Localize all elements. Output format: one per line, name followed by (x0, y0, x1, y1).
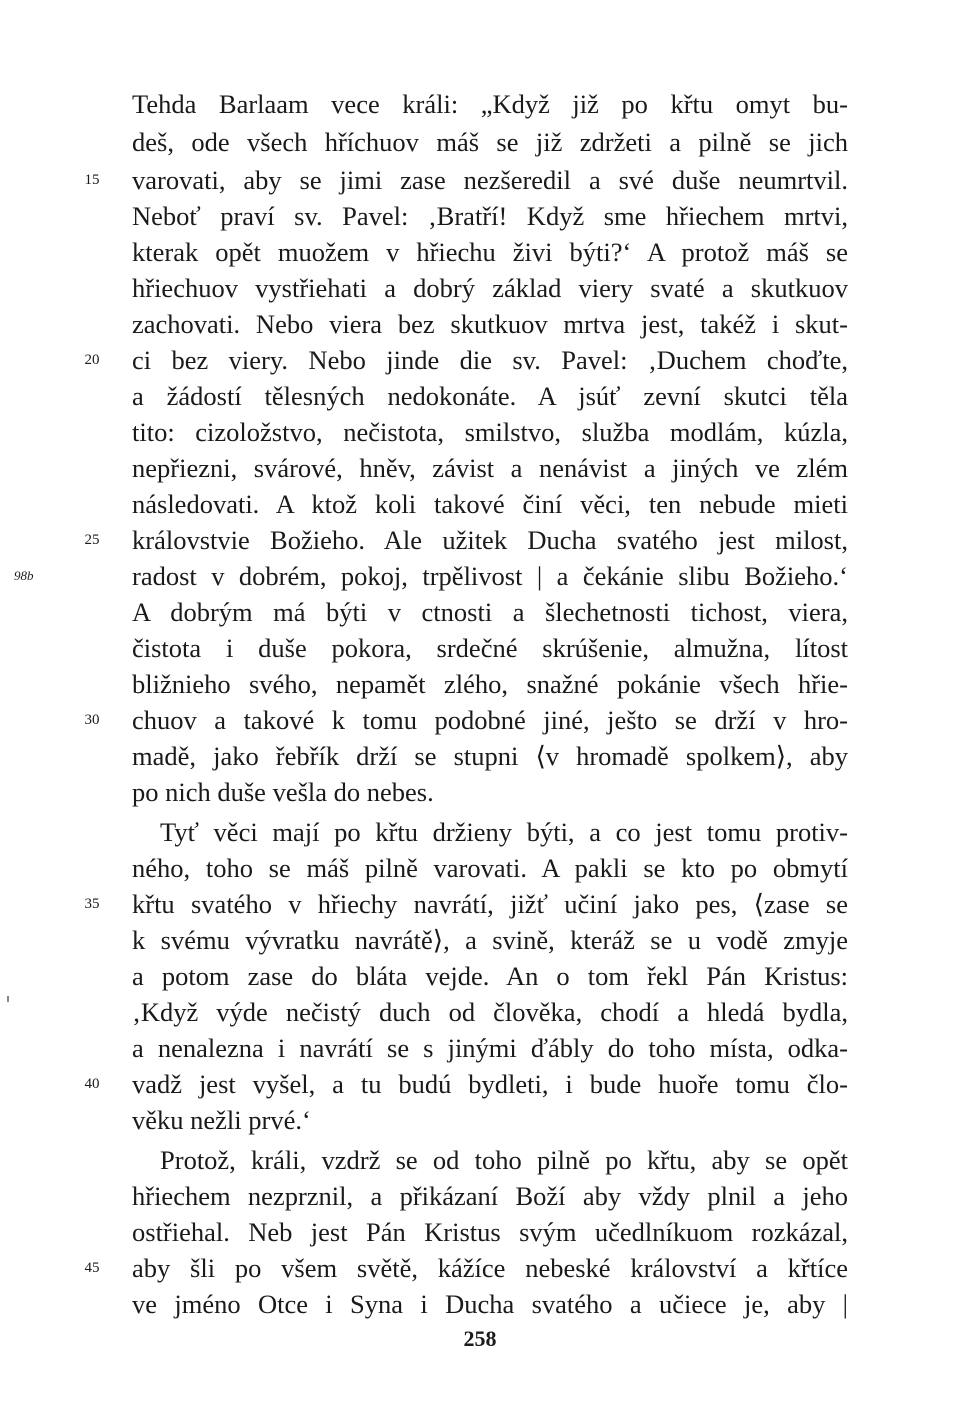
text-line: ve jméno Otce i Syna i Ducha svatého a učiece je, aby | (132, 1289, 848, 1319)
line-number: 40 (84, 1076, 100, 1092)
page-number: 258 (463, 1326, 497, 1351)
folio-marker: 98b (14, 568, 34, 583)
text-line: tito: cizoložstvo, nečistota, smilstvo, služba modlám, kúzla, (132, 417, 848, 447)
line-number: 45 (84, 1260, 100, 1276)
text-line: k svému vývratku navrátě⟩, a svině, kteráž se u vodě zmyje (132, 925, 848, 955)
text-line: vadž jest vyšel, a tu budú bydleti, i bude huoře tomu člo- (132, 1069, 848, 1099)
text-line: ‚Když výde nečistý duch od člověka, chodí a hledá bydla, (132, 997, 848, 1027)
text-line: Tyť věci mají po křtu držieny býti, a co jest tomu protiv- (160, 817, 848, 847)
text-line: hřiechem nezprznil, a přikázaní Boží aby vždy plnil a jeho (132, 1181, 848, 1211)
text-line: po nich duše vešla do nebes. (132, 777, 434, 807)
text-line: Tehda Barlaam vece králi: „Když již po křtu omyt bu- (132, 89, 848, 119)
text-line: deš, ode všech hříchuov máš se již zdržeti a pilně se jich (132, 127, 848, 157)
text-line: madě, jako řebřík drží se stupni ⟨v hromadě spolkem⟩, aby (132, 741, 848, 771)
text-line: radost v dobrém, pokoj, trpělivost | a čekánie slibu Božieho.‘ (132, 561, 848, 591)
line-number: 30 (84, 712, 100, 728)
text-line: následovati. A ktož koli takové činí věci, ten nebude mieti (132, 489, 848, 519)
text-line: ci bez viery. Nebo jinde die sv. Pavel: ‚Duchem choďte, (132, 345, 848, 375)
text-line: a nenalezna i navrátí se s jinými ďábly do toho místa, odka- (132, 1033, 848, 1063)
text-line: křtu svatého v hřiechy navrátí, jižť učiní jako pes, ⟨zase se (132, 889, 848, 919)
line-number: 35 (84, 896, 100, 912)
line-number: 15 (84, 172, 100, 188)
text-line: a potom zase do bláta vejde. An o tom řekl Pán Kristus: (132, 961, 848, 991)
text-line: A dobrým má býti v ctnosti a šlechetnosti tichost, viera, (132, 597, 848, 627)
line-number: 20 (84, 352, 100, 368)
text-line: čistota i duše pokora, srdečné skrúšenie, almužna, lítost (132, 633, 848, 663)
text-line: Neboť praví sv. Pavel: ‚Bratří! Když sme hřiechem mrtvi, (132, 201, 848, 231)
text-line: kterak opět muožem v hřiechu živi býti?‘ A protož máš se (132, 237, 848, 267)
text-line: ného, toho se máš pilně varovati. A pakli se kto po obmytí (132, 853, 848, 883)
text-line: Protož, králi, vzdrž se od toho pilně po křtu, aby se opět (160, 1145, 848, 1175)
text-line: nepřiezni, svárové, hněv, závist a nenávist a jiných ve zlém (132, 453, 848, 483)
text-line: bližnieho svého, nepamět zlého, snažné pokánie všech hřie- (132, 669, 848, 699)
text-line: ostřiehal. Neb jest Pán Kristus svým učedlníkuom rozkázal, (132, 1217, 848, 1247)
text-line: chuov a takové k tomu podobné jiné, ješto se drží v hro- (132, 705, 848, 735)
scan-speck (7, 996, 9, 1002)
text-line: zachovati. Nebo viera bez skutkuov mrtva jest, takéž i skut- (132, 309, 848, 339)
text-line: a žádostí tělesných nedokonáte. A jsúť zevní skutci těla (132, 381, 848, 411)
text-line: hřiechuov vystřiehati a dobrý základ viery svaté a skutkuov (132, 273, 848, 303)
text-line: aby šli po všem světě, kážíce nebeské království a křtíce (132, 1253, 848, 1283)
text-line: varovati, aby se jimi zase nezšeredil a své duše neumrtvil. (132, 165, 848, 195)
text-line: královstvie Božieho. Ale užitek Ducha svatého jest milost, (132, 525, 848, 555)
text-line: věku nežli prvé.‘ (132, 1105, 311, 1135)
line-number: 25 (84, 532, 100, 548)
